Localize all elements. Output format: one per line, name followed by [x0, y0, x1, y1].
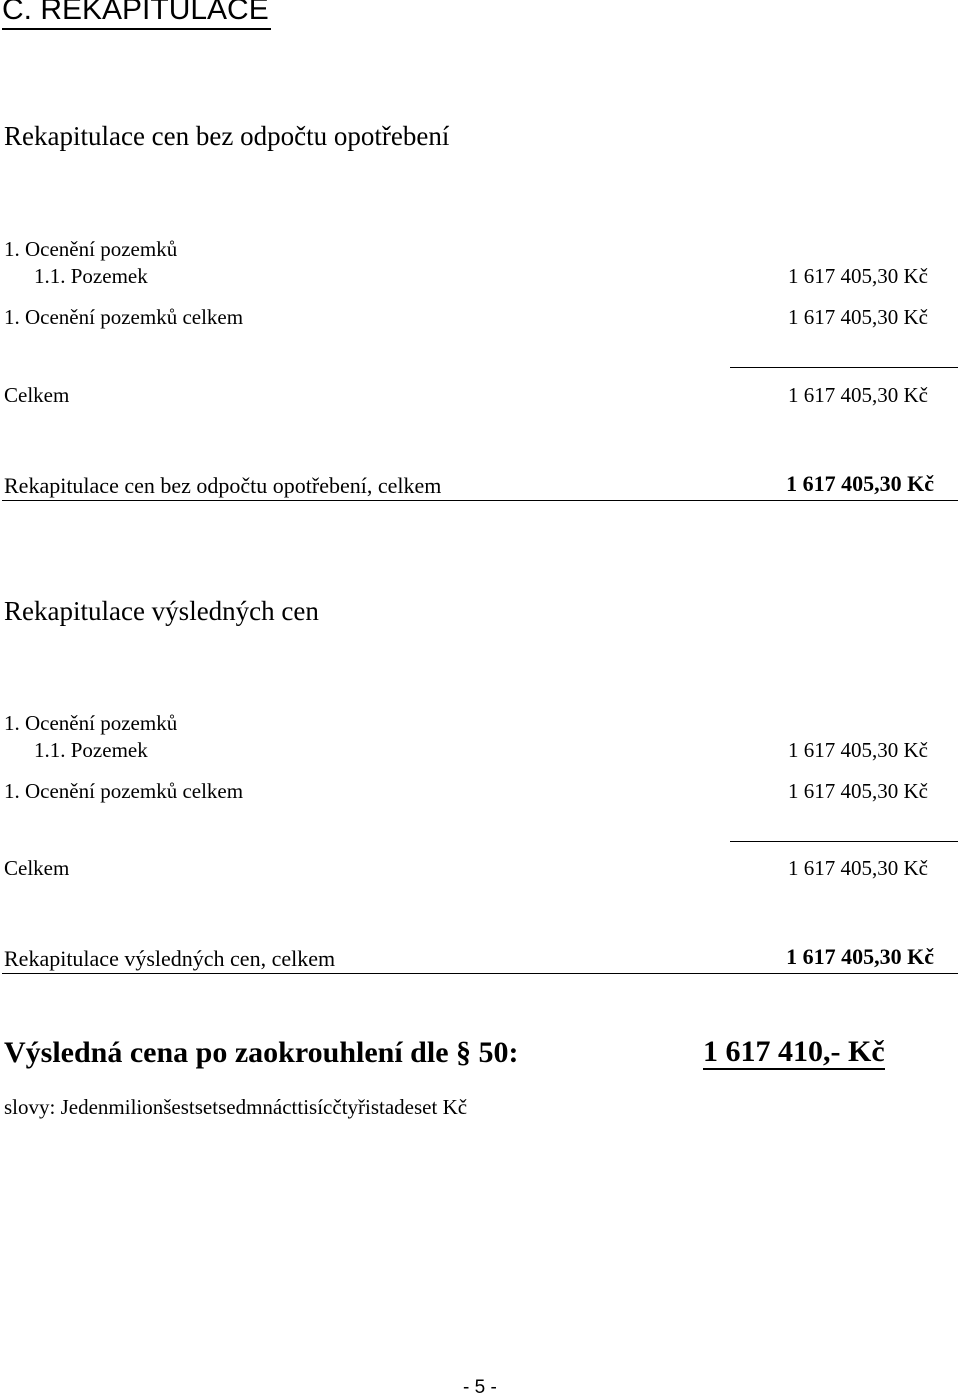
- group-label: 1. Ocenění pozemků: [4, 711, 178, 735]
- section-title-final-prices: Rekapitulace výsledných cen: [4, 596, 319, 626]
- summary-value: 1 617 405,30 Kč: [786, 944, 934, 969]
- item-value: 1 617 405,30 Kč: [788, 264, 928, 288]
- group-label: 1. Ocenění pozemků: [4, 237, 178, 261]
- summary-label: Rekapitulace cen bez odpočtu opotřebení, celkem: [4, 473, 442, 498]
- group-total-value: 1 617 405,30 Kč: [788, 305, 928, 329]
- item-value: 1 617 405,30 Kč: [788, 738, 928, 762]
- group-total-value: 1 617 405,30 Kč: [788, 779, 928, 803]
- summary-label: Rekapitulace výsledných cen, celkem: [4, 946, 336, 971]
- chapter-title: C. REKAPITULACE: [2, 0, 271, 30]
- total-value: 1 617 405,30 Kč: [788, 856, 928, 880]
- total-label: Celkem: [4, 856, 70, 880]
- summary-rule: [2, 500, 958, 501]
- section-title-no-depreciation: Rekapitulace cen bez odpočtu opotřebení: [4, 121, 450, 151]
- summary-rule: [2, 973, 958, 974]
- final-price-label: Výsledná cena po zaokrouhlení dle § 50:: [4, 1036, 519, 1069]
- price-in-words: slovy: Jedenmilionšestsetsedmnácttisícčtyřistadeset Kč: [4, 1095, 468, 1119]
- subtotal-rule: [730, 841, 958, 842]
- subtotal-rule: [730, 367, 958, 368]
- final-price-value: 1 617 410,- Kč: [703, 1035, 885, 1068]
- item-label: 1.1. Pozemek: [34, 738, 148, 762]
- page-number: - 5 -: [463, 1377, 497, 1398]
- total-value: 1 617 405,30 Kč: [788, 383, 928, 407]
- total-label: Celkem: [4, 383, 70, 407]
- group-total-label: 1. Ocenění pozemků celkem: [4, 305, 244, 329]
- item-label: 1.1. Pozemek: [34, 264, 148, 288]
- group-total-label: 1. Ocenění pozemků celkem: [4, 779, 244, 803]
- summary-value: 1 617 405,30 Kč: [786, 471, 934, 496]
